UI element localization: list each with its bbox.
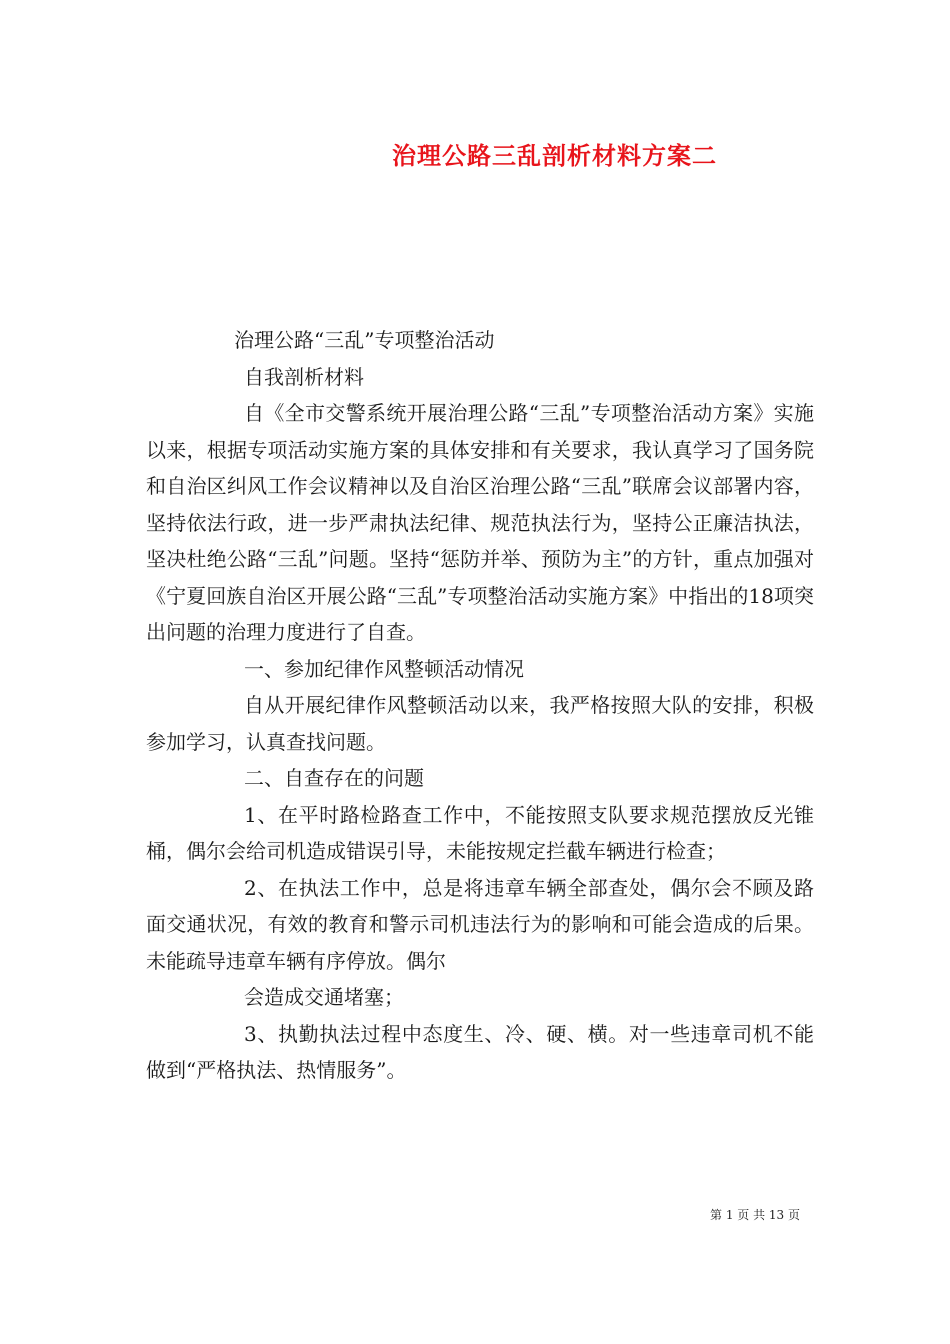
issue-item-3: 3、执勤执法过程中态度生、冷、硬、横。对一些违章司机不能做到“严格执法、热情服务”。 [146,1021,814,1082]
issue-item-2-continued: 会造成交通堵塞； [244,985,404,1009]
subtitle-line-1: 治理公路“三乱”专项整治活动 [234,328,495,352]
section-1-paragraph: 自从开展纪律作风整顿活动以来，我严格按照大队的安排，积极参加学习，认真查找问题。 [146,693,814,754]
intro-paragraph: 自《全市交警系统开展治理公路“三乱”专项整治活动方案》实施以来，根据专项活动实施方案的具体安排和有关要求，我认真学习了国务院和自治区纠风工作会议精神以及自治区治理公路“三乱”联席会议部署内容，坚持依法行政，进一步严肃执法纪律、规范执法行为，坚持公正廉洁执法，坚决杜绝公路“三乱”问题。坚持“惩防并举、预防为主”的方针，重点加强对《宁夏回族自治区开展公路“三乱”专项整治活动实施方案》中指出的18项突出问题的治理力度进行了自查。 [146,401,814,644]
issue-item-1: 1、在平时路检路查工作中，不能按照支队要求规范摆放反光锥桶，偶尔会给司机造成错误引导，未能按规定拦截车辆进行检查； [146,802,814,863]
page-number: 第 1 页 共 13 页 [710,1208,800,1222]
section-heading-1: 一、参加纪律作风整顿活动情况 [244,656,524,681]
subtitle-line-2: 自我剖析材料 [244,364,364,389]
document-body [146,322,814,1089]
section-heading-2: 二、自查存在的问题 [244,766,424,790]
issue-item-2: 2、在执法工作中，总是将违章车辆全部查处，偶尔会不顾及路面交通状况，有效的教育和警示司机违法行为的影响和可能会造成的后果。未能疏导违章车辆有序停放。偶尔 [146,875,814,973]
document-title: 治理公路三乱剖析材料方案二 [392,141,717,170]
